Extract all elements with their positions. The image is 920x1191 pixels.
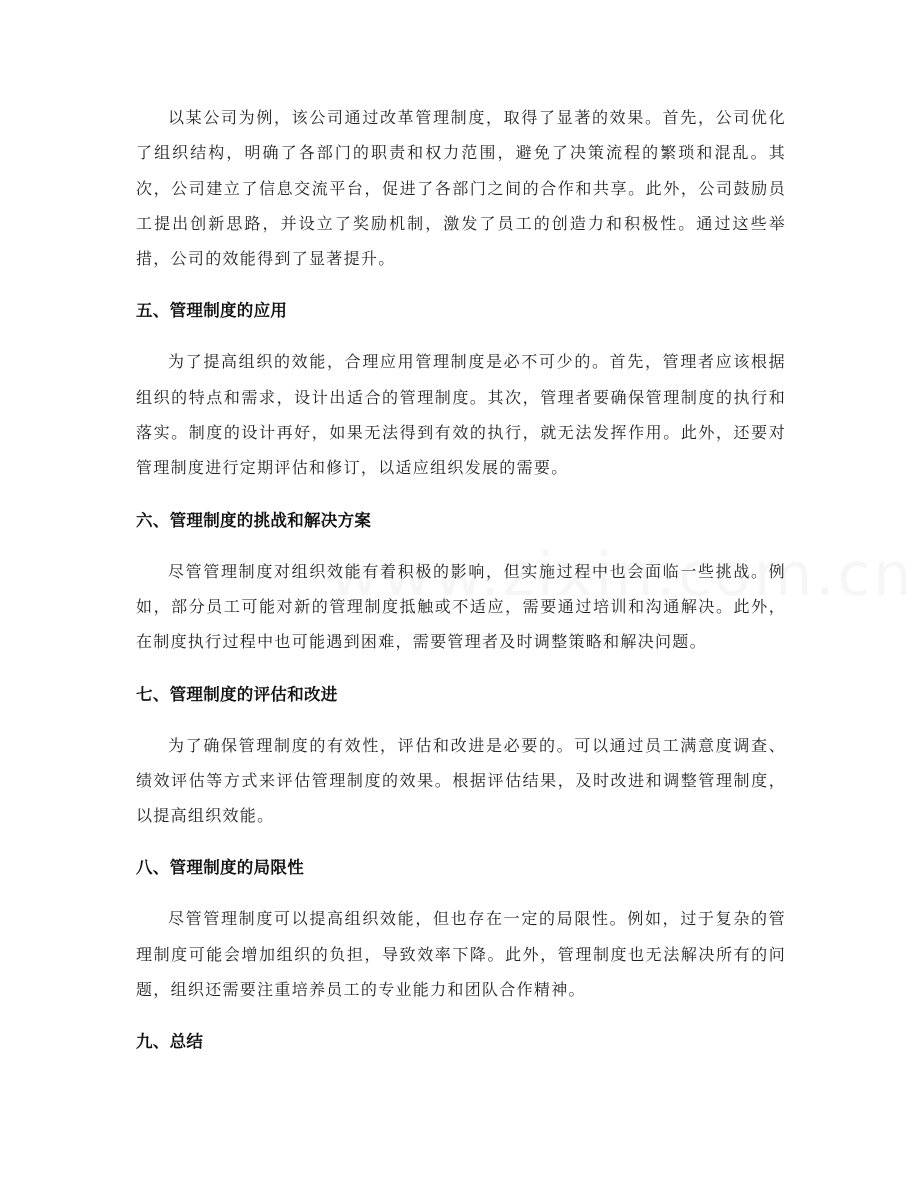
challenges-paragraph: 尽管管理制度对组织效能有着积极的影响，但实施过程中也会面临一些挑战。例如，部分员工可能对新的管理制度抵触或不适应，需要通过培训和沟通解决。此外，在制度执行过程中也可能遇到困难，需要管理者及时调整策略和解决问题。 [136, 561, 786, 652]
evaluation-paragraph: 为了确保管理制度的有效性，评估和改进是必要的。可以通过员工满意度调查、绩效评估等方式来评估管理制度的效果。根据评估结果，及时改进和调整管理制度，以提高组织效能。 [136, 735, 786, 826]
section-heading-summary: 九、总结 [136, 1032, 204, 1052]
document-body [136, 100, 786, 1054]
section-heading-evaluation: 七、管理制度的评估和改进 [136, 684, 338, 704]
application-paragraph: 为了提高组织的效能，合理应用管理制度是必不可少的。首先，管理者应该根据组织的特点和需求，设计出适合的管理制度。其次，管理者要确保管理制度的执行和落实。制度的设计再好，如果无法得到有效的执行，就无法发挥作用。此外，还要对管理制度进行定期评估和修订，以适应组织发展的需要。 [136, 352, 786, 478]
case-study-paragraph: 以某公司为例，该公司通过改革管理制度，取得了显著的效果。首先，公司优化了组织结构，明确了各部门的职责和权力范围，避免了决策流程的繁琐和混乱。其次，公司建立了信息交流平台，促进了各部门之间的合作和共享。此外，公司鼓励员工提出创新思路，并设立了奖励机制，激发了员工的创造力和积极性。通过这些举措，公司的效能得到了显著提升。 [136, 108, 786, 269]
section-heading-application: 五、管理制度的应用 [136, 301, 288, 321]
section-heading-challenges: 六、管理制度的挑战和解决方案 [136, 510, 372, 530]
section-heading-limitations: 八、管理制度的局限性 [136, 858, 304, 878]
limitations-paragraph: 尽管管理制度可以提高组织效能，但也存在一定的局限性。例如，过于复杂的管理制度可能会增加组织的负担，导致效率下降。此外，管理制度也无法解决所有的问题，组织还需要注重培养员工的专业能力和团队合作精神。 [136, 909, 786, 1000]
